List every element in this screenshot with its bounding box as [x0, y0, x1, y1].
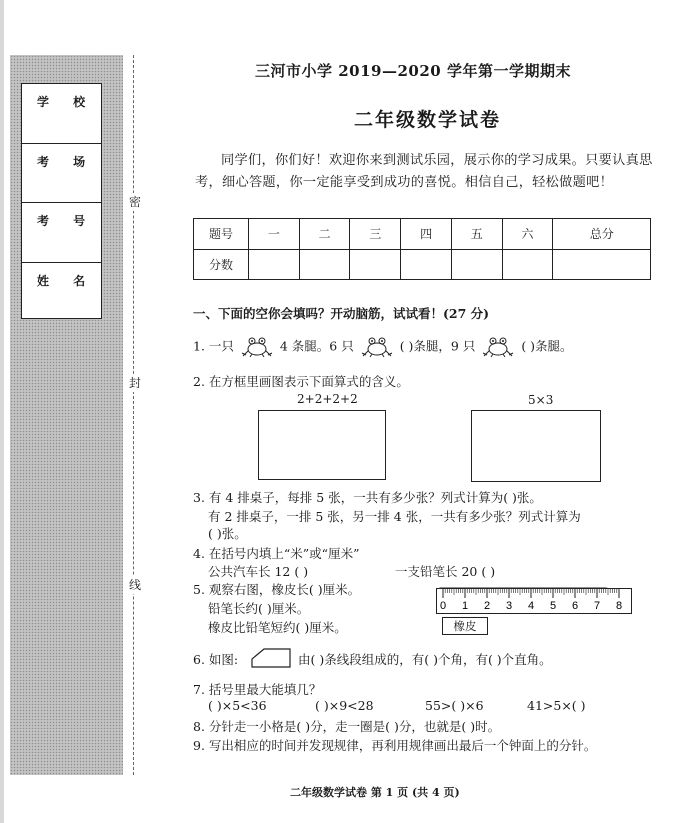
- student-info-box: [21, 83, 102, 319]
- name-field[interactable]: [22, 263, 101, 322]
- q2-drawing-box-right[interactable]: [471, 410, 601, 482]
- seal-char-feng: 封: [128, 376, 141, 390]
- score-cell: 五: [451, 219, 502, 250]
- exam-room-field[interactable]: [22, 144, 101, 204]
- score-cell: 三: [350, 219, 401, 250]
- question-4: 4. 在括号内填上“米”或“厘米”: [193, 546, 360, 561]
- score-cell: 一: [249, 219, 300, 250]
- question-3-line-3: ( )张。: [208, 526, 247, 541]
- question-3-line-1: 3. 有 4 排桌子，每排 5 张，一共有多少张？列式计算为( )张。: [193, 490, 542, 505]
- frog-icon: [481, 336, 515, 358]
- q1-text-a: 1. 一只: [193, 338, 234, 354]
- page-edge: [0, 0, 4, 823]
- frog-icon: [360, 336, 394, 358]
- ruler-tick-label: 3: [505, 600, 513, 612]
- seal-char-xian: 线: [128, 578, 141, 592]
- q2-expression-right: 5×3: [528, 393, 554, 407]
- intro-text: 同学们，你们好！欢迎你来到测试乐园，展示你的学习成果。只要认真思考，细心答题，你一定能享受到成功的喜悦。相信自己，轻松做题吧！: [195, 153, 653, 190]
- seal-dashed-line: [133, 55, 134, 775]
- score-cell: 总分: [553, 219, 651, 250]
- school-field[interactable]: [22, 84, 101, 144]
- score-input-cell[interactable]: [502, 249, 553, 280]
- ruler-tick-label: 6: [571, 600, 579, 612]
- page-footer: 二年级数学试卷 第 1 页 (共 4 页): [290, 786, 460, 799]
- score-cell: 题号: [194, 219, 249, 250]
- ruler-tick-label: 0: [439, 600, 447, 612]
- ruler-scale: [437, 589, 631, 613]
- score-cell: 六: [502, 219, 553, 250]
- q7-item: 55>( )×6: [425, 698, 484, 713]
- ruler-tick-label: 1: [461, 600, 469, 612]
- question-6: 由( )条线段组成的，有( )个角，有( )个直角。: [298, 652, 552, 667]
- exam-room-label: 考 场: [37, 154, 96, 169]
- question-3-line-2: 有 2 排桌子，一排 5 张，另一排 4 张，一共有多少张？列式计算为: [208, 509, 581, 524]
- score-cell: 四: [401, 219, 452, 250]
- question-9: 9. 写出相应的时间并发现规律，再利用规律画出最后一个钟面上的分针。: [193, 738, 597, 753]
- question-1: [193, 336, 573, 358]
- q1-text-d: ( )条腿。: [521, 338, 573, 354]
- question-5-line-1: 5. 观察右图，橡皮长( )厘米。: [193, 582, 361, 597]
- score-input-cell[interactable]: [350, 249, 401, 280]
- q7-item: ( )×5<36: [208, 698, 267, 713]
- exam-subtitle: 二年级数学试卷: [354, 109, 502, 131]
- frog-icon: [240, 336, 274, 358]
- q2-expression-left: 2+2+2+2: [297, 392, 358, 406]
- q7-item: ( )×9<28: [315, 698, 374, 713]
- score-table-score-row: [194, 249, 651, 280]
- school-label: 学 校: [37, 95, 96, 109]
- ruler-tick-label: 4: [527, 600, 535, 612]
- score-input-cell[interactable]: [553, 249, 651, 280]
- q7-item: 41>5×( ): [527, 698, 586, 713]
- q4-bus: 公共汽车长 12 ( ): [208, 564, 309, 579]
- score-table-header-row: [194, 219, 651, 250]
- eraser-label: 橡皮: [442, 617, 488, 635]
- exam-number-label: 考 号: [37, 214, 96, 228]
- question-8: 8. 分针走一小格是( )分，走一圈是( )分，也就是( )时。: [193, 719, 501, 734]
- q2-drawing-box-left[interactable]: [258, 410, 386, 480]
- score-input-cell[interactable]: [299, 249, 350, 280]
- score-input-cell[interactable]: [451, 249, 502, 280]
- name-label: 姓 名: [37, 273, 96, 288]
- section1-heading: 一、下面的空你会填吗？开动脑筋，试试看！(27 分): [193, 306, 490, 321]
- score-cell: 二: [299, 219, 350, 250]
- score-input-cell[interactable]: [249, 249, 300, 280]
- q1-text-c: ( )条腿，9 只: [399, 338, 476, 354]
- q1-text-b: 4 条腿。6 只: [279, 338, 354, 354]
- polyline-shape-icon: [250, 647, 292, 669]
- question-2: 2. 在方框里画图表示下面算式的含义。: [193, 374, 409, 389]
- question-5-line-2: 铅笔长约( )厘米。: [208, 601, 310, 616]
- score-table: [193, 218, 651, 280]
- ruler: [436, 588, 632, 614]
- seal-char-mi: 密: [128, 195, 141, 209]
- ruler-tick-label: 7: [593, 600, 601, 612]
- ruler-tick-label: 2: [483, 600, 491, 612]
- question-5-line-3: 橡皮比铅笔短约( )厘米。: [208, 620, 347, 635]
- score-input-cell[interactable]: [401, 249, 452, 280]
- ruler-tick-label: 5: [549, 600, 557, 612]
- question-6-prefix: 6. 如图:: [193, 652, 239, 667]
- question-7: 7. 括号里最大能填几？: [193, 682, 322, 697]
- ruler-tick-label: 8: [615, 600, 623, 612]
- exam-number-field[interactable]: [22, 203, 101, 263]
- q4-pencil: 一支铅笔长 20 ( ): [395, 564, 496, 579]
- exam-title: 三河市小学 2019—2020 学年第一学期期末: [255, 62, 571, 80]
- score-row-label: 分数: [194, 249, 249, 280]
